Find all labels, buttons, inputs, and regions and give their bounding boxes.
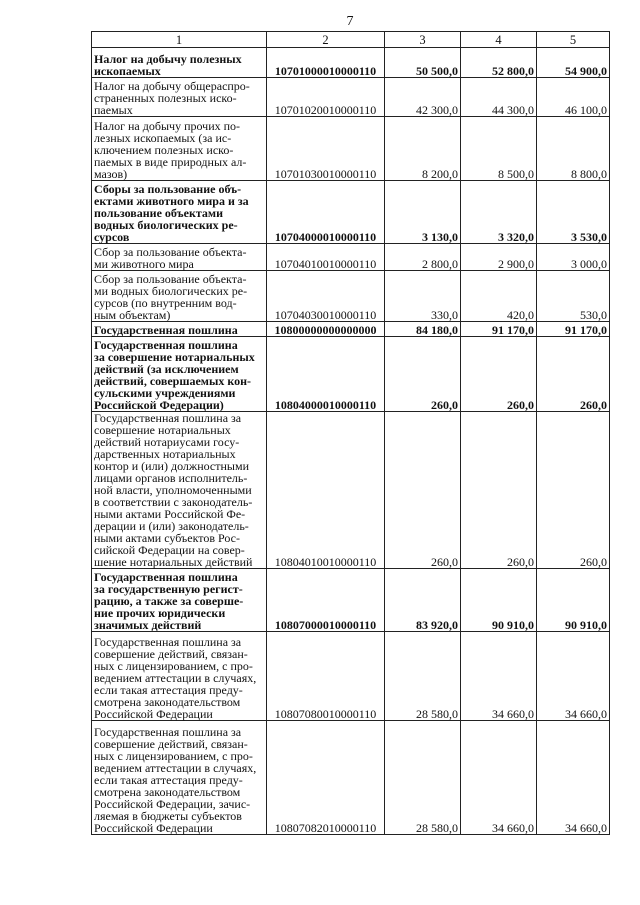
value-col-4: 34 660,0 [461,721,537,835]
row-name-line: совершение нотариальных [94,423,231,437]
row-name-line: Государственная пошлина за [94,725,242,739]
row-name-line: сурсов [94,230,130,244]
row-name-line: паемых [94,103,133,117]
column-header: 3 [385,32,461,48]
value-col-4: 91 170,0 [461,322,537,337]
row-code: 10704030010000110 [267,271,385,322]
row-name-line: страненных полезных иско- [94,91,237,105]
row-name-line: Российской Федерации [94,707,213,721]
value-col-4: 3 320,0 [461,181,537,244]
table-row [92,271,610,322]
row-name-line: дарственных нотариальных [94,447,236,461]
row-name [92,78,267,117]
row-name-line: Государственная пошлина [94,338,238,352]
value-col-5: 8 800,0 [537,117,610,181]
row-name-line: паемых в виде природных ал- [94,155,247,169]
row-code: 10807082010000110 [267,721,385,835]
row-name [92,181,267,244]
row-name-line: смотрена законодательством [94,785,241,799]
value-col-3: 2 800,0 [385,244,461,271]
value-col-5: 530,0 [537,271,610,322]
row-name [92,721,267,835]
row-name-line: действий (за исключением [94,362,239,376]
row-name-line: мазов) [94,167,128,181]
row-name-line: ными актами субъектов Рос- [94,531,240,545]
row-name [92,117,267,181]
row-name-line: Государственная пошлина [94,570,238,584]
row-name-line: в соответствии с законодатель- [94,495,253,509]
page-number: 7 [346,14,354,29]
row-name-line: ние прочих юридически [94,606,226,620]
row-name-line: лезных ископаемых (за ис- [94,131,232,145]
row-name-line: Российской Федерации) [94,398,224,412]
row-name-line: Государственная пошлина за [94,635,242,649]
value-col-5: 34 660,0 [537,632,610,721]
value-col-5: 34 660,0 [537,721,610,835]
row-name-line: Налог на добычу прочих по- [94,119,241,133]
row-name-line: если такая аттестация преду- [94,683,243,697]
row-code: 10807000010000110 [267,569,385,632]
value-col-3: 28 580,0 [385,721,461,835]
row-name-line: совершение действий, связан- [94,647,248,661]
row-name-line: за совершение нотариальных [94,350,255,364]
row-name-line: сурсов (по внутренним вод- [94,296,237,310]
row-name-line: рацию, а также за соверше- [94,594,244,608]
row-name-line: дерации и (или) законодатель- [94,519,249,533]
row-name-line: Государственная пошлина [94,323,238,337]
row-name-line: Российской Федерации, зачис- [94,797,251,811]
value-col-3: 260,0 [385,412,461,569]
value-col-3: 3 130,0 [385,181,461,244]
row-name-line: если такая аттестация преду- [94,773,243,787]
value-col-5: 260,0 [537,412,610,569]
table-row [92,322,610,337]
row-name-line: Сборы за пользование объ- [94,182,242,196]
value-col-3: 50 500,0 [385,48,461,78]
row-code: 10800000000000000 [267,322,385,337]
table-row [92,632,610,721]
row-name-line: ключением полезных иско- [94,143,234,157]
row-name-line: ми животного мира [94,257,194,271]
table-row [92,48,610,78]
row-code: 10704010010000110 [267,244,385,271]
row-name-line: ных с лицензированием, с про- [94,749,253,763]
table-row [92,181,610,244]
row-name-line: сийской Федерации на совер- [94,543,245,557]
row-name [92,412,267,569]
value-col-4: 260,0 [461,337,537,412]
row-code: 10804000010000110 [267,337,385,412]
row-name-line: ведением аттестации в случаях, [94,761,257,775]
value-col-4: 8 500,0 [461,117,537,181]
revenue-table [91,31,610,835]
row-name-line: ми водных биологических ре- [94,284,248,298]
row-code: 10701000010000110 [267,48,385,78]
row-name [92,322,267,337]
row-name-line: ляемая в бюджеты субъектов [94,809,242,823]
value-col-5: 54 900,0 [537,48,610,78]
row-name-line: контор и (или) должностными [94,459,249,473]
row-code: 10807080010000110 [267,632,385,721]
column-header: 2 [267,32,385,48]
row-name-line: ных с лицензированием, с про- [94,659,253,673]
row-code: 10704000010000110 [267,181,385,244]
value-col-5: 46 100,0 [537,78,610,117]
row-code: 10701030010000110 [267,117,385,181]
row-name-line: ведением аттестации в случаях, [94,671,257,685]
row-name-line: сульскими учреждениями [94,386,236,400]
value-col-5: 90 910,0 [537,569,610,632]
row-name-line: действий нотариусами госу- [94,435,240,449]
table-row [92,569,610,632]
row-name-line: ископаемых [94,64,161,78]
value-col-4: 90 910,0 [461,569,537,632]
value-col-5: 3 530,0 [537,181,610,244]
row-name [92,569,267,632]
row-code: 10701020010000110 [267,78,385,117]
row-name-line: водных биологических ре- [94,218,238,232]
value-col-3: 330,0 [385,271,461,322]
row-name-line: смотрена законодательством [94,695,241,709]
value-col-3: 8 200,0 [385,117,461,181]
table-row [92,337,610,412]
row-name [92,632,267,721]
value-col-4: 52 800,0 [461,48,537,78]
row-name-line: ной власти, уполномоченными [94,483,252,497]
value-col-3: 84 180,0 [385,322,461,337]
table-row [92,78,610,117]
row-name-line: Российской Федерации [94,821,213,835]
row-name-line: шение нотариальных действий [94,555,253,569]
value-col-5: 260,0 [537,337,610,412]
row-name-line: Государственная пошлина за [94,411,242,425]
value-col-4: 2 900,0 [461,244,537,271]
header-row [92,32,610,48]
row-name-line: за государственную регист- [94,582,243,596]
column-header: 1 [92,32,267,48]
table-row [92,244,610,271]
row-name-line: значимых действий [94,618,202,632]
value-col-3: 42 300,0 [385,78,461,117]
row-code: 10804010010000110 [267,412,385,569]
column-header: 5 [537,32,610,48]
row-name-line: ектами животного мира и за [94,194,249,208]
value-col-3: 28 580,0 [385,632,461,721]
value-col-3: 83 920,0 [385,569,461,632]
value-col-5: 91 170,0 [537,322,610,337]
row-name-line: лицами органов исполнитель- [94,471,248,485]
table-row [92,117,610,181]
value-col-3: 260,0 [385,337,461,412]
table-row [92,721,610,835]
row-name-line: Налог на добычу полезных [94,52,242,66]
row-name [92,271,267,322]
value-col-4: 44 300,0 [461,78,537,117]
row-name-line: ными актами Российской Фе- [94,507,246,521]
table-row [92,412,610,569]
row-name-line: Сбор за пользование объекта- [94,245,247,259]
value-col-4: 420,0 [461,271,537,322]
row-name-line: совершение действий, связан- [94,737,248,751]
row-name [92,337,267,412]
row-name-line: пользование объектами [94,206,223,220]
row-name [92,244,267,271]
value-col-4: 260,0 [461,412,537,569]
row-name-line: Налог на добычу общераспро- [94,79,250,93]
value-col-4: 34 660,0 [461,632,537,721]
row-name-line: действий, совершаемых кон- [94,374,252,388]
row-name-line: Сбор за пользование объекта- [94,272,247,286]
value-col-5: 3 000,0 [537,244,610,271]
column-header: 4 [461,32,537,48]
row-name [92,48,267,78]
row-name-line: ным объектам) [94,308,171,322]
